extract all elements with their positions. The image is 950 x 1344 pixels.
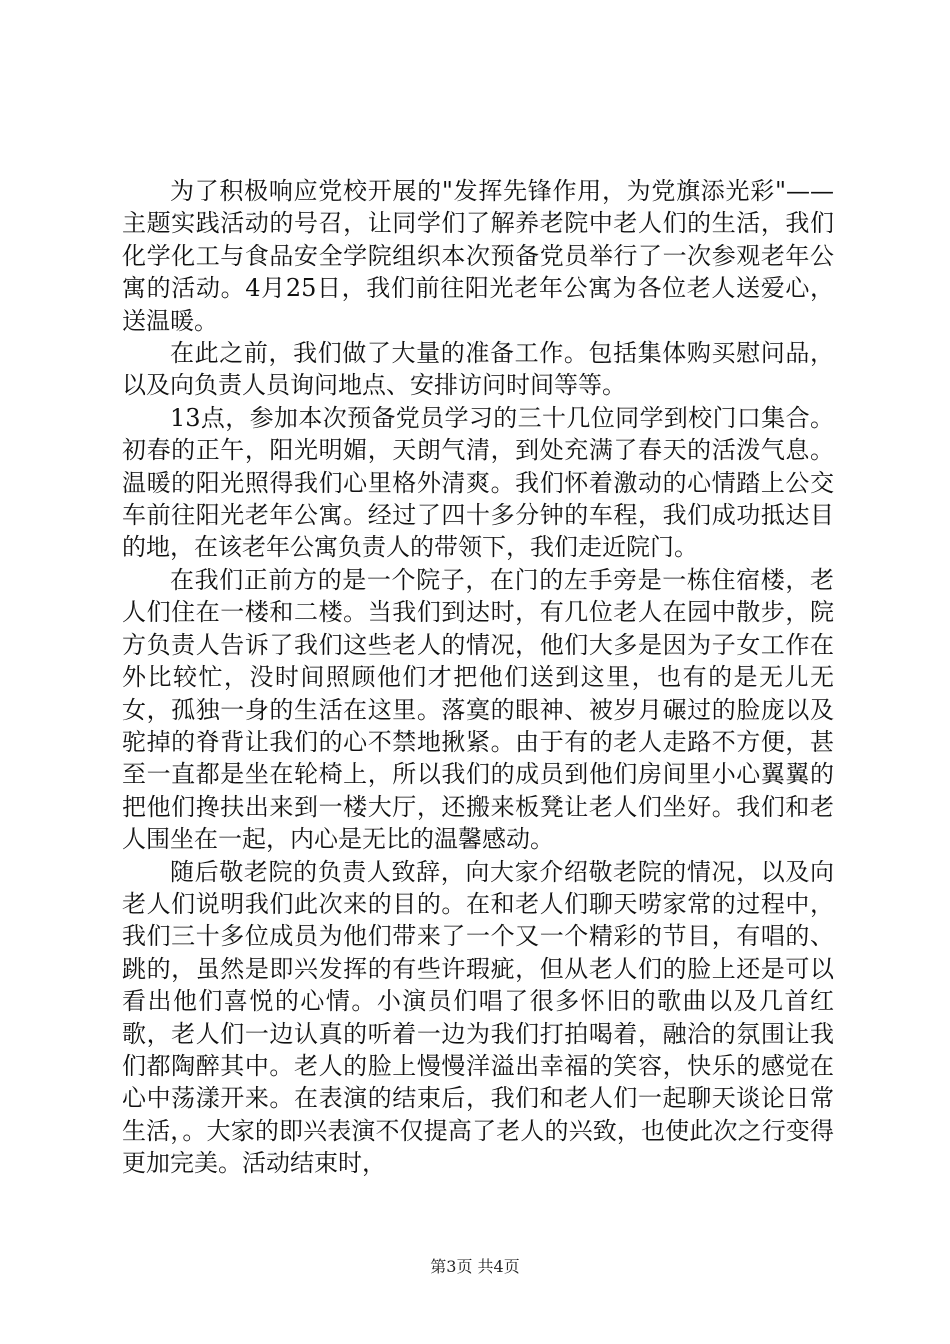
- document-body: [122, 175, 834, 1180]
- page-footer: 第3页 共4页: [430, 1257, 520, 1276]
- paragraph-1: 为了积极响应党校开展的"发挥先锋作用，为党旗添光彩"——主题实践活动的号召，让同学们了解养老院中老人们的生活，我们化学化工与食品安全学院组织本次预备党员举行了一次参观老年公寓的活动。4月25日，我们前往阳光老年公寓为各位老人送爱心，送温暖。: [122, 177, 834, 335]
- paragraph-3: 13点，参加本次预备党员学习的三十几位同学到校门口集合。初春的正午，阳光明媚，天朗气清，到处充满了春天的活泼气息。温暖的阳光照得我们心里格外清爽。我们怀着激动的心情踏上公交车前往阳光老年公寓。经过了四十多分钟的车程，我们成功抵达目的地，在该老年公寓负责人的带领下，我们走近院门。: [122, 403, 834, 562]
- paragraph-4: 在我们正前方的是一个院子，在门的左手旁是一栋住宿楼，老人们住在一楼和二楼。当我们到达时，有几位老人在园中散步，院方负责人告诉了我们这些老人的情况，他们大多是因为子女工作在外比较忙，没时间照顾他们才把他们送到这里，也有的是无儿无女，孤独一身的生活在这里。落寞的眼神、被岁月碾过的脸庞以及驼掉的脊背让我们的心不禁地揪紧。由于有的老人走路不方便，甚至一直都是坐在轮椅上，所以我们的成员到他们房间里小心翼翼的把他们搀扶出来到一楼大厅，还搬来板凳让老人们坐好。我们和老人围坐在一起，内心是无比的温馨感动。: [122, 565, 834, 854]
- paragraph-5: 随后敬老院的负责人致辞，向大家介绍敬老院的情况，以及向老人们说明我们此次来的目的。在和老人们聊天唠家常的过程中，我们三十多位成员为他们带来了一个又一个精彩的节目，有唱的、跳的，虽然是即兴发挥的有些许瑕疵，但从老人们的脸上还是可以看出他们喜悦的心情。小演员们唱了很多怀旧的歌曲以及几首红歌，老人们一边认真的听着一边为我们打拍喝着，融洽的氛围让我们都陶醉其中。老人的脸上慢慢洋溢出幸福的笑容，快乐的感觉在心中荡漾开来。在表演的结束后，我们和老人们一起聊天谈论日常生活，。大家的即兴表演不仅提高了老人的兴致，也使此次之行变得更加完美。活动结束时，: [122, 857, 834, 1178]
- paragraph-2: 在此之前，我们做了大量的准备工作。包括集体购买慰问品，以及向负责人员询问地点、安排访问时间等等。: [122, 339, 834, 400]
